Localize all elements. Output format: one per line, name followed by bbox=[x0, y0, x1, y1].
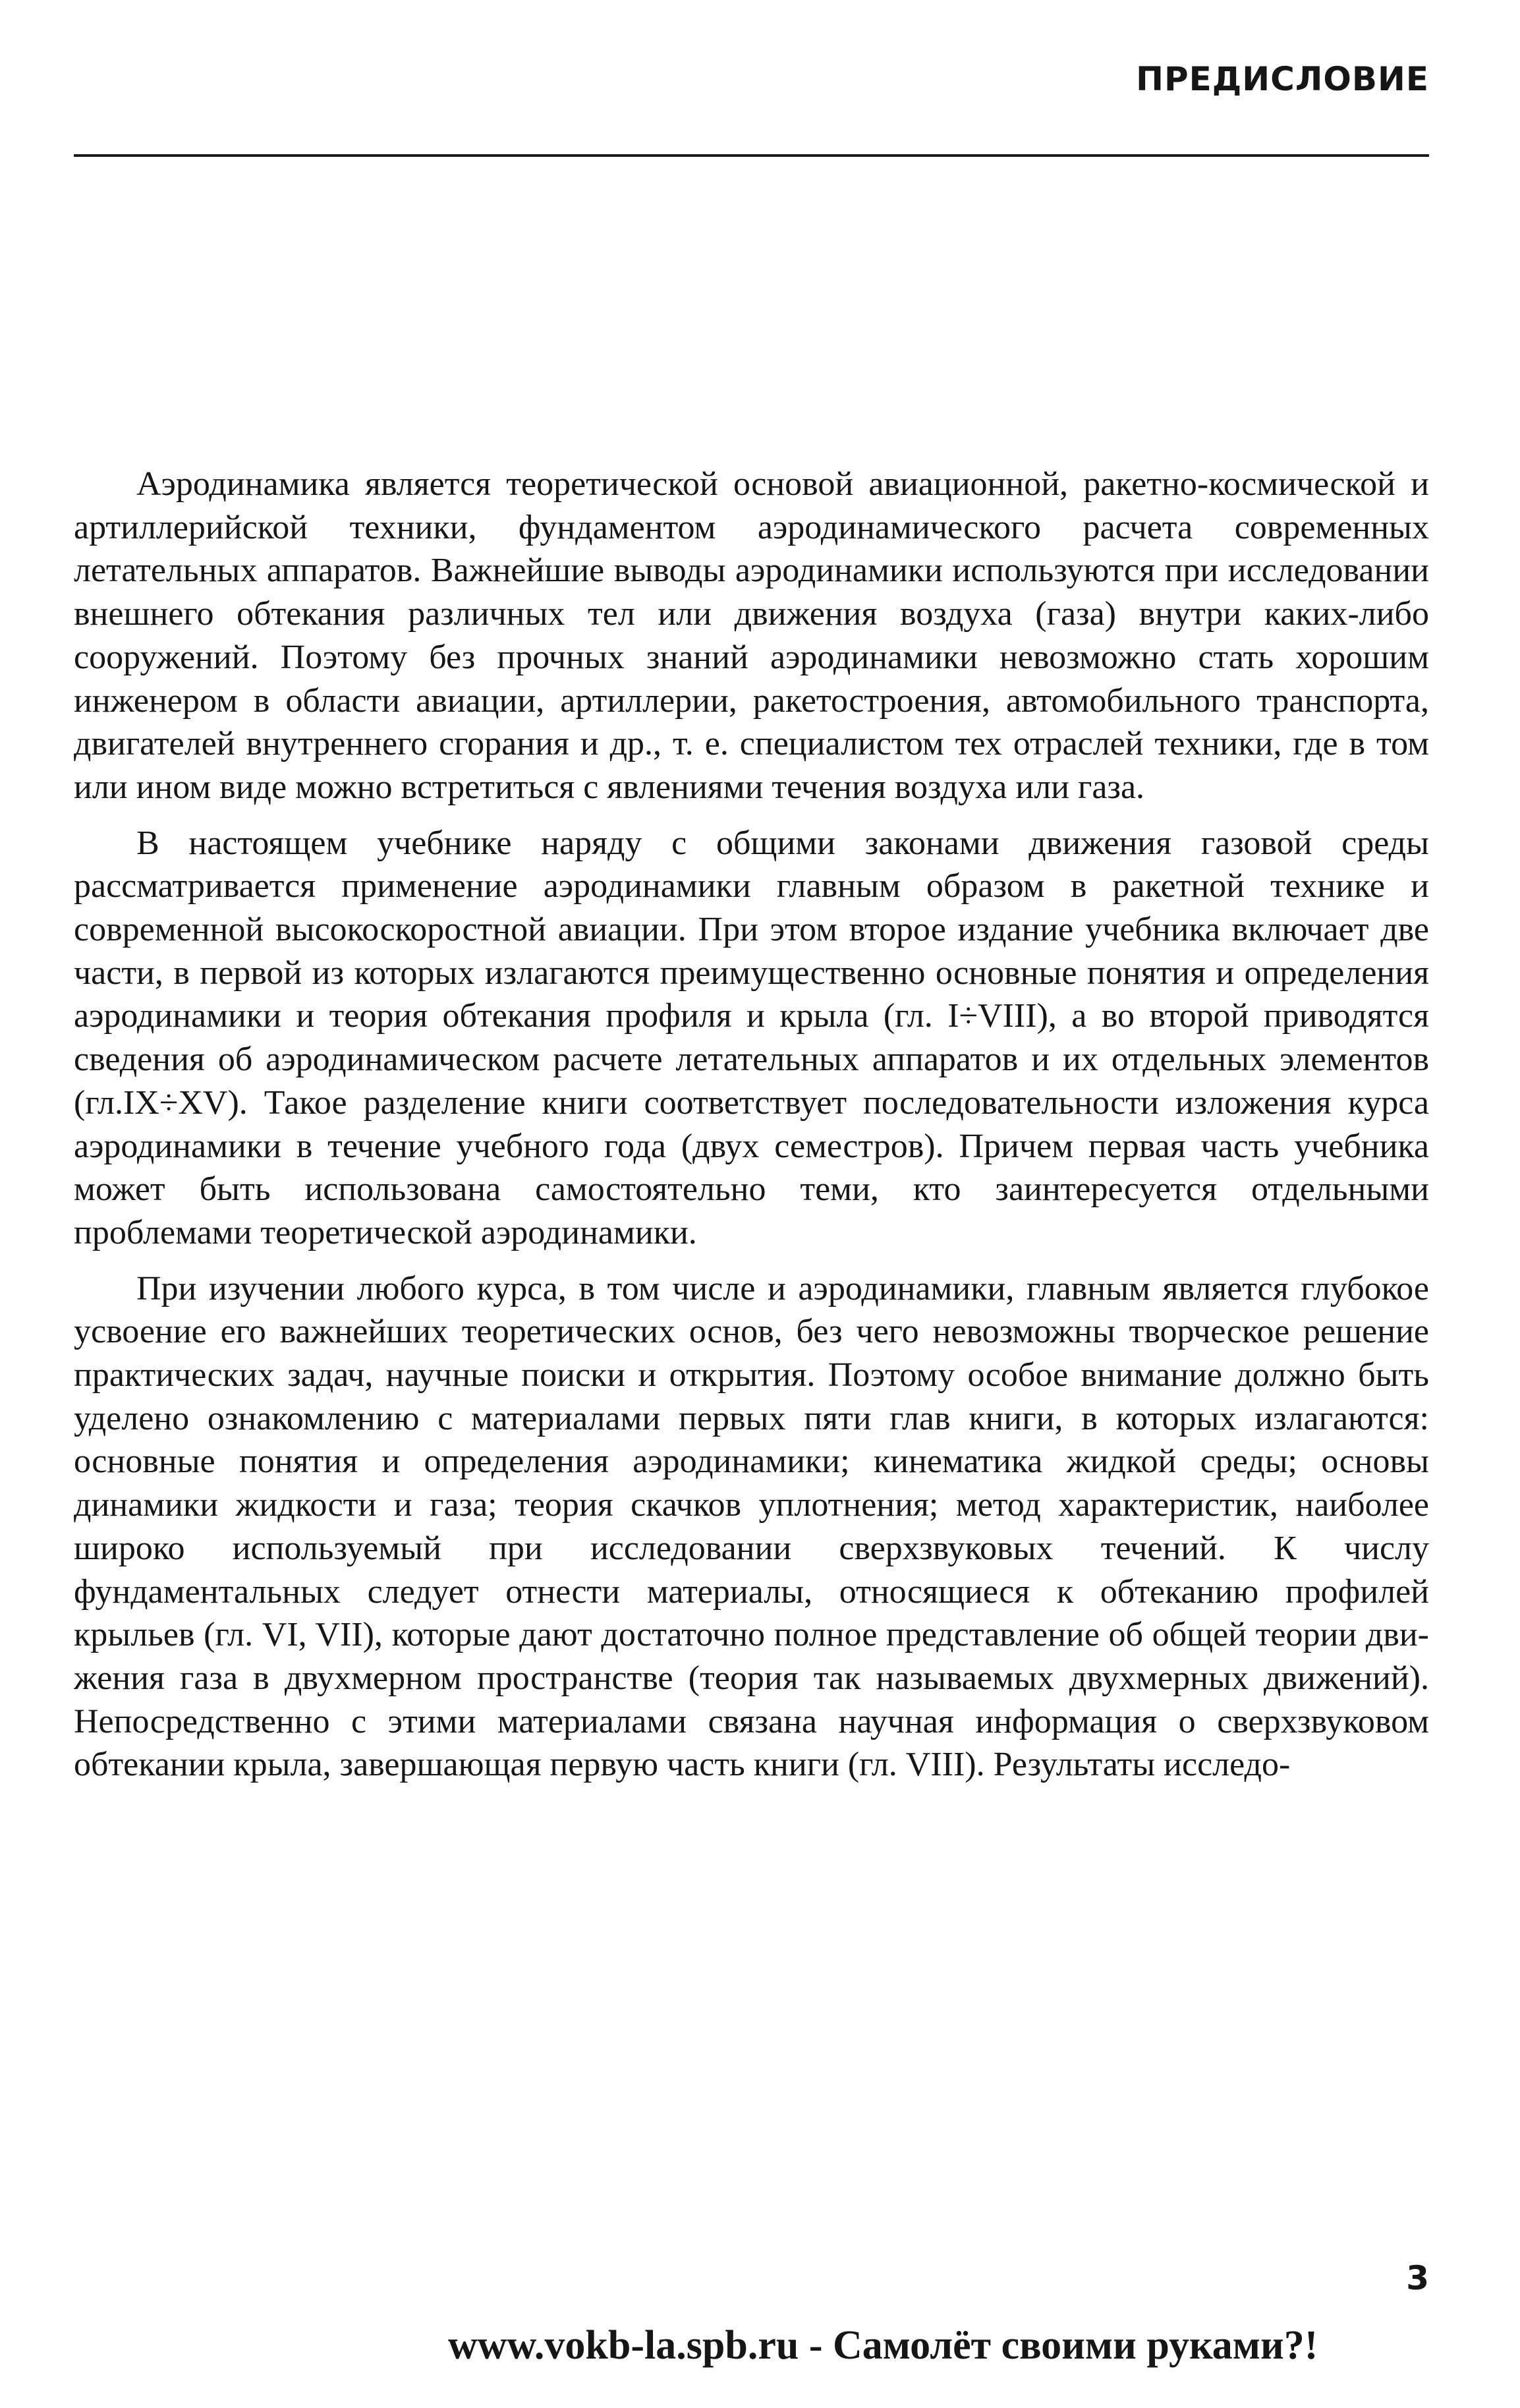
page-header-title: ПРЕДИСЛОВИЕ bbox=[1136, 60, 1429, 98]
page-number: 3 bbox=[1406, 2259, 1429, 2297]
header-divider bbox=[74, 154, 1429, 157]
paragraph-1: Аэродинамика является теоретической основой авиационной, ракетно-космической и артиллерийской техники, фундаментом аэродинамического расчета современных летательных аппаратов. Важнейшие выводы аэродинамики используются при исследовании внешнего обтекания различных тел или движения воздуха (газа) внутри каких-либо сооружений. Поэтому без прочных знаний аэродинамики невозможно стать хорошим инженером в области авиации, артиллерии, ракетостроения, автомобильного транспорта, двигателей внутреннего сгорания и др., т. е. специалистом тех отраслей техники, где в том или ином виде можно встретиться с явлениями течения воздуха или газа. bbox=[74, 465, 1429, 806]
body-text bbox=[74, 463, 1429, 1787]
footer-watermark: www.vokb-la.spb.ru - Самолёт своими руками?! bbox=[448, 2323, 1318, 2368]
paragraph-3: При изучении любого курса, в том числе и аэродинамики, главным является глубокое усвоение его важнейших теоретических основ, без чего невозможны творческое решение практических задач, научные поиски и открытия. Поэтому особое внимание должно быть уделено ознакомлению с материалами первых пяти глав книги, в которых излагаются: основные понятия и определения аэродинамики; кинематика жидкой среды; основы динамики жидкости и газа; теория скачков уплотнения; метод характеристик, наиболее широко используемый при исследовании сверхзвуковых течений. К числу фундаментальных следует отнести материалы, относящиеся к обтеканию профилей крыльев (гл. VI, VII), которые дают достаточно полное представление об общей теории движения газа в двухмерном пространстве (теория так называемых двухмерных движений). Непосредственно с этими материалами связана научная информация о сверхзвуковом обтекании крыла, завершающая первую часть книги (гл. VIII). Результаты исследо- bbox=[74, 1269, 1429, 1784]
paragraph-2: В настоящем учебнике наряду с общими законами движения газовой среды рассматривается применение аэродинамики главным образом в ракетной технике и современной высокоскоростной авиации. При этом второе издание учебника включает две части, в первой из которых излагаются преимущественно основные понятия и определения аэродинамики и теория обтекания профиля и крыла (гл. I÷VIII), а во второй приводятся сведения об аэродинамическом расчете летательных аппаратов и их отдельных элементов (гл.IX÷XV). Такое разделение книги соответствует последовательности изложения курса аэродинамики в течение учебного года (двух семестров). Причем первая часть учебника может быть использована самостоятельно теми, кто заинтересуется отдельными проблемами теоретической аэродинамики. bbox=[74, 824, 1429, 1251]
